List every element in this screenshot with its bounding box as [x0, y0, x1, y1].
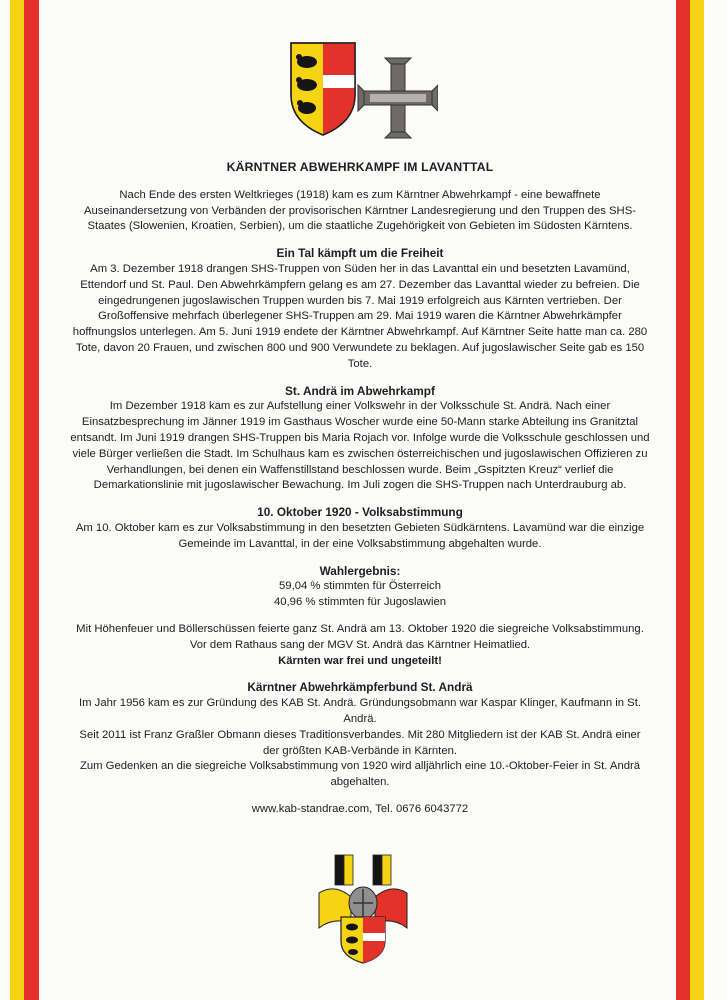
result-yugoslavia: 40,96 % stimmten für Jugoslawien	[273, 596, 447, 609]
header-emblems	[288, 40, 438, 145]
left-red-stripe	[24, 0, 39, 1000]
contact-line: www.kab-standrae.com, Tel. 0676 6043772	[251, 802, 469, 815]
section-text-plebiscite: Am 10. Oktober kam es zur Volksabstimmung in den besetzten Gebieten Südkärntens. Lavamünd war die einzige Gemeinde im Lavanttal, in der eine Volksabstimmung abgehalten wurde.	[75, 521, 645, 550]
association-founding: Im Jahr 1956 kam es zur Gründung des KAB St. Andrä. Gründungsobmann war Kaspar Klinger, Kaufmann in St. Andrä.	[78, 697, 641, 725]
footer-emblem	[315, 853, 411, 970]
carinthian-cross-medal-icon	[358, 58, 438, 138]
document-title: KÄRNTNER ABWEHRKAMPF IM LAVANTTAL	[226, 160, 494, 174]
result-heading: Wahlergebnis:	[319, 563, 401, 578]
association-memorial: Zum Gedenken an die siegreiche Volksabstimmung von 1920 wird alljährlich eine 10.-Oktober-Feier in St. Andrä abgehalten.	[79, 760, 641, 789]
right-red-stripe	[676, 0, 690, 1000]
slogan: Kärnten war frei und ungeteilt!	[278, 654, 442, 667]
document-body	[70, 160, 650, 818]
left-yellow-stripe	[10, 0, 24, 1000]
section-heading-plebiscite: 10. Oktober 1920 - Volksabstimmung	[257, 505, 463, 520]
carinthia-crested-arms-icon	[315, 853, 411, 965]
section-text-st-andrae: Im Dezember 1918 kam es zur Aufstellung einer Volkswehr in der Volksschule St. Andrä. Nach einer Einsatzbesprechung im Jänner 1919 im Gasthaus Woscher wurde eine 50-Mann starke Abteilung ins Granitztal entsandt. Im Juni 1919 drangen SHS-Truppen bis Maria Rojach vor. Infolge wurde die Volksschule geschlossen und viele Bürger verließen die Stadt. Im Schulhaus kam es zwischen österreichischen und jugoslawischen Offizieren zu Verhandlungen, bei denen ein Waffenstillstand beschlossen wurde. Beim „Gspitzten Kreuz“ verlief die Demarkationslinie mit jugoslawischer Bewachung. Im Juli zogen die SHS-Truppen nach Unterdrauburg ab.	[70, 400, 650, 492]
section-heading-st-andrae: St. Andrä im Abwehrkampf	[285, 383, 435, 398]
result-austria: 59,04 % stimmten für Österreich	[279, 580, 441, 593]
section-text-freedom: Am 3. Dezember 1918 drangen SHS-Truppen von Süden her in das Lavanttal ein und besetzten Lavamünd, Ettendorf und St. Paul. Den Abwehrkämpfern gelang es am 27. Dezember das Lavanttal wieder zu befreien. Die eingedrungenen jugoslawischen Truppen wurden bis 7. Mai 1919 erfolgreich aus Kärnten vertrieben. Der Großoffensive mehrfach überlegener SHS-Truppen am 29. Mai 1919 waren die Kärntner Abwehrkämpfer hoffnungslos unterlegen. Am 5. Juni 1919 endete der Kärntner Abwehrkampf. Auf Kärntner Seite hatte man ca. 280 Tote, davon 20 Frauen, und zwischen 800 und 900 Verwundete zu beklagen. Auf jugoslawischer Seite gab es 150 Tote.	[72, 262, 648, 370]
association-heading: Kärntner Abwehrkämpferbund St. Andrä	[247, 680, 473, 695]
celebration-text: Mit Höhenfeuer und Böllerschüssen feierte ganz St. Andrä am 13. Oktober 1920 die siegreiche Volksabstimmung. Vor dem Rathaus sang der MGV St. Andrä das Kärntner Heimatlied.	[76, 622, 644, 651]
right-yellow-stripe	[690, 0, 704, 1000]
section-heading-freedom: Ein Tal kämpft um die Freiheit	[276, 246, 444, 261]
carinthia-coat-of-arms-icon	[288, 40, 438, 140]
association-chairman: Seit 2011 ist Franz Graßler Obmann dieses Traditionsverbandes. Mit 280 Mitgliedern ist der KAB St. Andrä einer der größten KAB-Verbände in Kärnten.	[79, 728, 641, 757]
intro-paragraph: Nach Ende des ersten Weltkrieges (1918) kam es zum Kärntner Abwehrkampf - eine bewaffnete Auseinandersetzung von Verbänden der provisorischen Kärntner Landesregierung und den Truppen des SHS-Staates (Slowenien, Kroatien, Serbien), um die staatliche Zugehörigkeit von Gebieten im Südosten Kärntens.	[83, 188, 637, 233]
